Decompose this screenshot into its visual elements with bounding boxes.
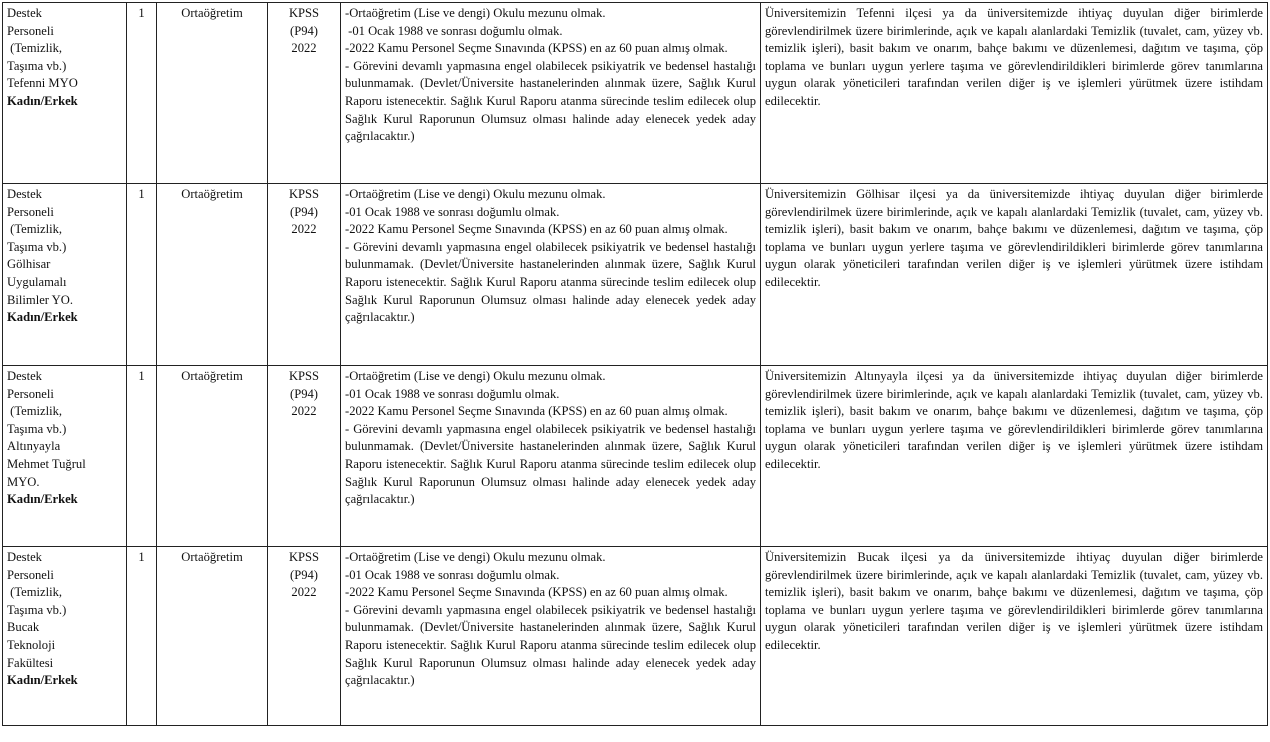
kpss-requirement (268, 184, 341, 366)
position-name-line: Personeli (7, 386, 54, 401)
position-name-line: Gölhisar (7, 257, 51, 272)
position-name-line: Fakültesi (7, 655, 54, 670)
job-description: Üniversitemizin Bucak ilçesi ya da üniversitemizde ihtiyaç duyulan diğer birimlerde görevlendirilmek üzere birimlerinde, açık ve kapalı alanlardaki Temizlik (tuvalet, cam, yüzey vb. temizlik işleri), basit bakım ve onarım, bahçe bakımı ve düzenlemesi, dağıtım ve taşıma, çöp toplama ve bunları uygun yerlere taşıma ve görevlendirildikleri birimlerde görev tanımlarına uygun olarak yöneticileri tarafından verilen diğer iş ve işlemleri yürütmek üzere istihdam edilecektir. (761, 547, 1268, 726)
position-name-line: MYO. (7, 474, 40, 489)
requirement-item: -2022 Kamu Personel Seçme Sınavında (KPSS) en az 60 puan almış olmak. (345, 41, 728, 56)
job-description: Üniversitemizin Gölhisar ilçesi ya da üniversitemizde ihtiyaç duyulan diğer birimlerde görevlendirilmek üzere birimlerinde, açık ve kapalı alanlardaki Temizlik (tuvalet, cam, yüzey vb. temizlik işleri), basit bakım ve onarım, bahçe bakımı ve düzenlemesi, dağıtım ve taşıma, çöp toplama ve bunları uygun yerlere taşıma ve görevlendirildikleri birimlerde görev tanımlarına uygun olarak yöneticileri tarafından verilen diğer iş ve işlemleri yürütmek üzere istihdam edilecektir. (761, 184, 1268, 366)
kpss-lines (272, 368, 336, 421)
requirements-cell (341, 366, 761, 547)
education-level: Ortaöğretim (157, 366, 268, 547)
requirement-item: - Görevini devamlı yapmasına engel olabilecek psikiyatrik ve bedensel hastalığı bulunmamak. (Devlet/Üniversite hastanelerinden alınmak üzere, Sağlık Kurul Raporu istenecektir. Sağlık Kurul Raporu atanma sürecinde teslim edilecek olup Sağlık Kurul Raporunun Olumsuz olması halinde aday elenecek yedek aday çağrılacaktır.) (345, 58, 760, 144)
position-name-line: (Temizlik, (7, 41, 63, 56)
requirement-item: -2022 Kamu Personel Seçme Sınavında (KPSS) en az 60 puan almış olmak. (345, 404, 728, 419)
position-name-line: Taşıma vb.) (7, 602, 67, 617)
kpss-line: KPSS (288, 187, 320, 201)
kpss-line: (P94) (290, 386, 318, 401)
position-name-line: (Temizlik, (7, 585, 63, 600)
table-row (3, 3, 1268, 184)
position-name-line: Taşıma vb.) (7, 58, 67, 73)
table-row (3, 184, 1268, 366)
education-level: Ortaöğretim (157, 184, 268, 366)
requirement-item: -01 Ocak 1988 ve sonrası doğumlu olmak. (345, 567, 560, 582)
kpss-line: (P94) (290, 204, 318, 219)
requirement-item: - Görevini devamlı yapmasına engel olabilecek psikiyatrik ve bedensel hastalığı bulunmamak. (Devlet/Üniversite hastanelerinden alınmak üzere, Sağlık Kurul Raporu istenecektir. Sağlık Kurul Raporu atanma sürecinde teslim edilecek olup Sağlık Kurul Raporunun Olumsuz olması halinde aday elenecek yedek aday çağrılacaktır.) (345, 602, 760, 688)
requirement-item: -Ortaöğretim (Lise ve dengi) Okulu mezunu olmak. (345, 6, 606, 20)
position-name-line: Destek (7, 550, 42, 564)
requirement-item: -01 Ocak 1988 ve sonrası doğumlu olmak. (345, 204, 560, 219)
position-name-line: (Temizlik, (7, 404, 63, 419)
position-name-line: Mehmet Tuğrul (7, 456, 86, 471)
position-name-line: Taşıma vb.) (7, 421, 67, 436)
requirement-item: -Ortaöğretim (Lise ve dengi) Okulu mezunu olmak. (345, 550, 606, 564)
requirements-cell (341, 184, 761, 366)
requirements-list (345, 549, 760, 690)
kpss-line: KPSS (288, 369, 320, 383)
requirement-item: - Görevini devamlı yapmasına engel olabilecek psikiyatrik ve bedensel hastalığı bulunmamak. (Devlet/Üniversite hastanelerinden alınmak üzere, Sağlık Kurul Raporu istenecektir. Sağlık Kurul Raporu atanma sürecinde teslim edilecek olup Sağlık Kurul Raporunun Olumsuz olması halinde aday elenecek yedek aday çağrılacaktır.) (345, 421, 760, 507)
position-name-cell (3, 547, 127, 726)
requirements-cell (341, 547, 761, 726)
education-level: Ortaöğretim (157, 547, 268, 726)
gender-label: Kadın/Erkek (7, 673, 78, 688)
kpss-line: 2022 (291, 404, 317, 419)
position-count: 1 (127, 366, 157, 547)
requirement-item: -Ortaöğretim (Lise ve dengi) Okulu mezunu olmak. (345, 369, 606, 383)
gender-label: Kadın/Erkek (7, 310, 78, 325)
position-name-line: Destek (7, 187, 42, 201)
position-name-line: (Temizlik, (7, 222, 63, 237)
requirement-item: -2022 Kamu Personel Seçme Sınavında (KPSS) en az 60 puan almış olmak. (345, 585, 728, 600)
requirements-cell (341, 3, 761, 184)
positions-table (2, 2, 1268, 726)
job-description: Üniversitemizin Tefenni ilçesi ya da üniversitemizde ihtiyaç duyulan diğer birimlerde görevlendirilmek üzere birimlerinde, açık ve kapalı alanlardaki Temizlik (tuvalet, cam, yüzey vb. temizlik işleri), basit bakım ve onarım, bahçe bakımı ve düzenlemesi, dağıtım ve taşıma, çöp toplama ve bunları uygun yerlere taşıma ve görevlendirildikleri birimlerde görev tanımlarına uygun olarak yöneticileri tarafından verilen diğer iş ve işlemleri yürütmek üzere istihdam edilecektir. (761, 3, 1268, 184)
kpss-line: (P94) (290, 567, 318, 582)
position-name-cell (3, 3, 127, 184)
kpss-line: 2022 (291, 585, 317, 600)
position-name-line: Teknoloji (7, 637, 56, 652)
position-name (7, 549, 122, 672)
kpss-requirement (268, 366, 341, 547)
position-name-line: Bilimler YO. (7, 292, 73, 307)
kpss-requirement (268, 3, 341, 184)
position-name-line: Tefenni MYO (7, 76, 78, 91)
table-row (3, 366, 1268, 547)
position-name-line: Personeli (7, 204, 54, 219)
job-description: Üniversitemizin Altınyayla ilçesi ya da üniversitemizde ihtiyaç duyulan diğer birimlerde görevlendirilmek üzere birimlerinde, açık ve kapalı alanlardaki Temizlik (tuvalet, cam, yüzey vb. temizlik işleri), basit bakım ve onarım, bahçe bakımı ve düzenlemesi, dağıtım ve taşıma, çöp toplama ve bunları uygun yerlere taşıma ve görevlendirildikleri birimlerde görev tanımlarına uygun olarak yöneticileri tarafından verilen diğer iş ve işlemleri yürütmek üzere istihdam edilecektir. (761, 366, 1268, 547)
gender-label: Kadın/Erkek (7, 93, 78, 108)
table-body (3, 3, 1268, 726)
position-count: 1 (127, 184, 157, 366)
position-name-cell (3, 184, 127, 366)
position-name-line: Destek (7, 369, 42, 383)
position-count: 1 (127, 547, 157, 726)
position-name-line: Personeli (7, 567, 54, 582)
position-name (7, 186, 122, 309)
position-name-line: Altınyayla (7, 439, 61, 454)
position-name-line: Personeli (7, 23, 54, 38)
requirements-list (345, 368, 760, 509)
gender-label: Kadın/Erkek (7, 492, 78, 507)
position-name (7, 5, 122, 93)
kpss-lines (272, 549, 336, 602)
position-name-line: Taşıma vb.) (7, 239, 67, 254)
position-name (7, 368, 122, 491)
kpss-line: (P94) (290, 23, 318, 38)
requirement-item: -01 Ocak 1988 ve sonrası doğumlu olmak. (345, 386, 560, 401)
kpss-line: KPSS (288, 6, 320, 20)
requirement-item: -2022 Kamu Personel Seçme Sınavında (KPSS) en az 60 puan almış olmak. (345, 222, 728, 237)
position-name-line: Bucak (7, 620, 40, 635)
position-name-line: Destek (7, 6, 42, 20)
requirement-item: -Ortaöğretim (Lise ve dengi) Okulu mezunu olmak. (345, 187, 606, 201)
requirements-list (345, 5, 760, 146)
kpss-lines (272, 186, 336, 239)
requirements-list (345, 186, 760, 327)
position-name-line: Uygulamalı (7, 274, 67, 289)
position-name-cell (3, 366, 127, 547)
kpss-line: 2022 (291, 222, 317, 237)
kpss-line: 2022 (291, 41, 317, 56)
position-count: 1 (127, 3, 157, 184)
kpss-requirement (268, 547, 341, 726)
education-level: Ortaöğretim (157, 3, 268, 184)
requirement-item: -01 Ocak 1988 ve sonrası doğumlu olmak. (345, 23, 563, 38)
kpss-lines (272, 5, 336, 58)
requirement-item: - Görevini devamlı yapmasına engel olabilecek psikiyatrik ve bedensel hastalığı bulunmamak. (Devlet/Üniversite hastanelerinden alınmak üzere, Sağlık Kurul Raporu istenecektir. Sağlık Kurul Raporu atanma sürecinde teslim edilecek olup Sağlık Kurul Raporunun Olumsuz olması halinde aday elenecek yedek aday çağrılacaktır.) (345, 239, 760, 325)
table-row (3, 547, 1268, 726)
kpss-line: KPSS (288, 550, 320, 564)
